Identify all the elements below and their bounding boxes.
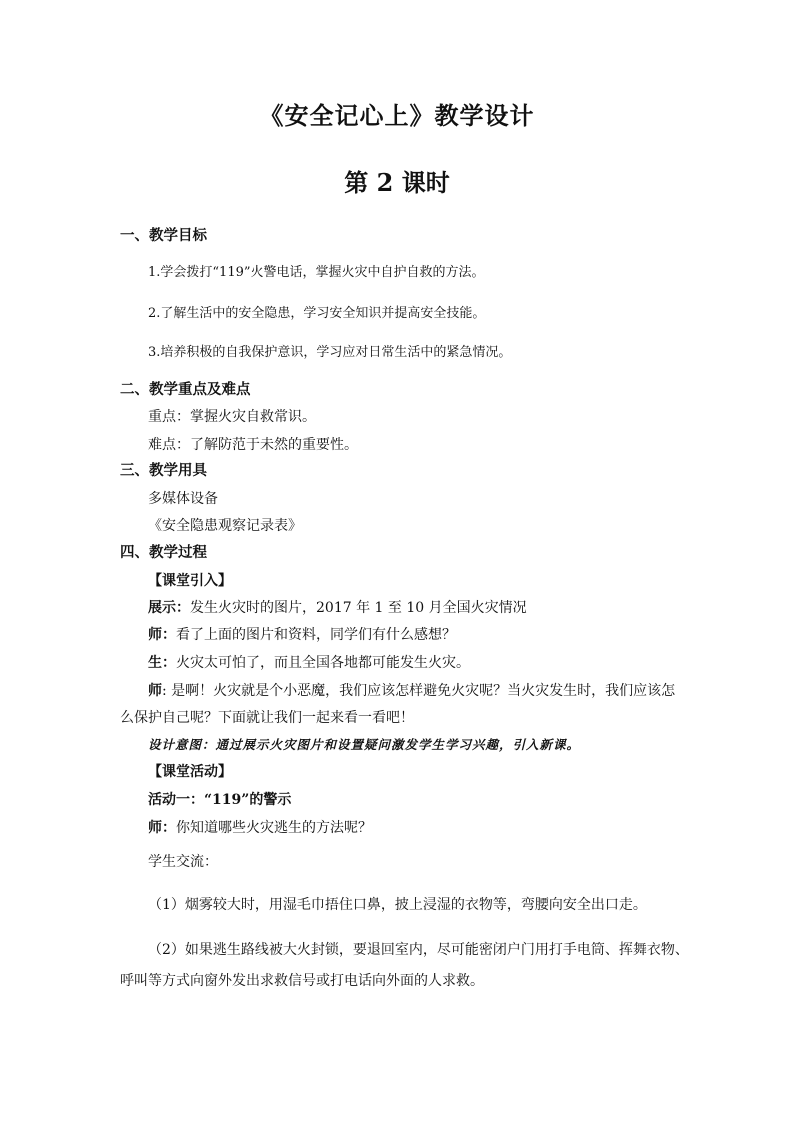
escape-method-1: （1）烟雾较大时，用湿毛巾捂住口鼻，披上浸湿的衣物等，弯腰向安全出口走。 <box>148 897 647 913</box>
teacher-text: 你知道哪些火灾逃生的方法呢？ <box>176 820 372 836</box>
objective-item-1: 1.学会拨打“119”火警电话，掌握火灾中自护自救的方法。 <box>148 265 485 280</box>
escape-method-2b: 呼叫等方式向窗外发出求救信号或打电话向外面的人求救。 <box>120 973 484 989</box>
teacher-line-3 <box>148 818 372 838</box>
teacher-line-1 <box>148 625 456 645</box>
section-heading-process: 四、教学过程 <box>120 544 207 561</box>
objective-item-2: 2.了解生活中的安全隐患，学习安全知识并提高安全技能。 <box>148 306 486 321</box>
teacher-text: : 是啊！火灾就是个小恶魔，我们应该怎样避免火灾呢？当火灾发生时，我们应该怎 <box>162 683 676 699</box>
teacher-label: 师 <box>148 683 162 699</box>
document-title: 《安全记心上》教学设计 <box>259 101 535 130</box>
intro-heading: 【课堂引入】 <box>148 573 232 589</box>
teacher-line-2b: 么保护自己呢？下面就让我们一起来看一看吧！ <box>120 710 414 726</box>
section-heading-materials: 三、教学用具 <box>120 462 207 479</box>
objective-item-3: 3.培养积极的自我保护意识，学习应对日常生活中的紧急情况。 <box>148 345 512 360</box>
student-label: 生： <box>148 655 176 671</box>
teacher-line-2a <box>148 681 675 701</box>
teacher-label: 师： <box>148 627 176 643</box>
student-line-1 <box>148 653 470 673</box>
teacher-text: 看了上面的图片和资料，同学们有什么感想？ <box>176 627 456 643</box>
key-point: 重点：掌握火灾自救常识。 <box>148 409 316 425</box>
lesson-subtitle: 第 2 课时 <box>344 168 450 197</box>
escape-method-2a: （2）如果逃生路线被大火封锁，要退回室内，尽可能密闭户门用打手电筒、挥舞衣物、 <box>148 942 689 958</box>
activity-one-title: 活动一：“119”的警示 <box>148 792 292 808</box>
student-text: 火灾太可怕了，而且全国各地都可能发生火灾。 <box>176 655 470 671</box>
section-heading-objectives: 一、教学目标 <box>120 227 207 244</box>
show-line <box>148 598 527 618</box>
student-exchange-label: 学生交流： <box>148 854 218 870</box>
activity-heading: 【课堂活动】 <box>148 764 232 780</box>
show-text: 发生火灾时的图片，2017 年 1 至 10 月全国火灾情况 <box>190 600 527 616</box>
teacher-label: 师： <box>148 820 176 836</box>
show-label: 展示： <box>148 600 190 616</box>
material-item-1: 多媒体设备 <box>148 491 218 507</box>
material-item-2: 《安全隐患观察记录表》 <box>148 518 302 534</box>
difficulty-point: 难点：了解防范于未然的重要性。 <box>148 437 358 453</box>
section-heading-key-points: 二、教学重点及难点 <box>120 381 251 398</box>
design-intent-note: 设计意图：通过展示火灾图片和设置疑问激发学生学习兴趣，引入新课。 <box>148 737 581 752</box>
